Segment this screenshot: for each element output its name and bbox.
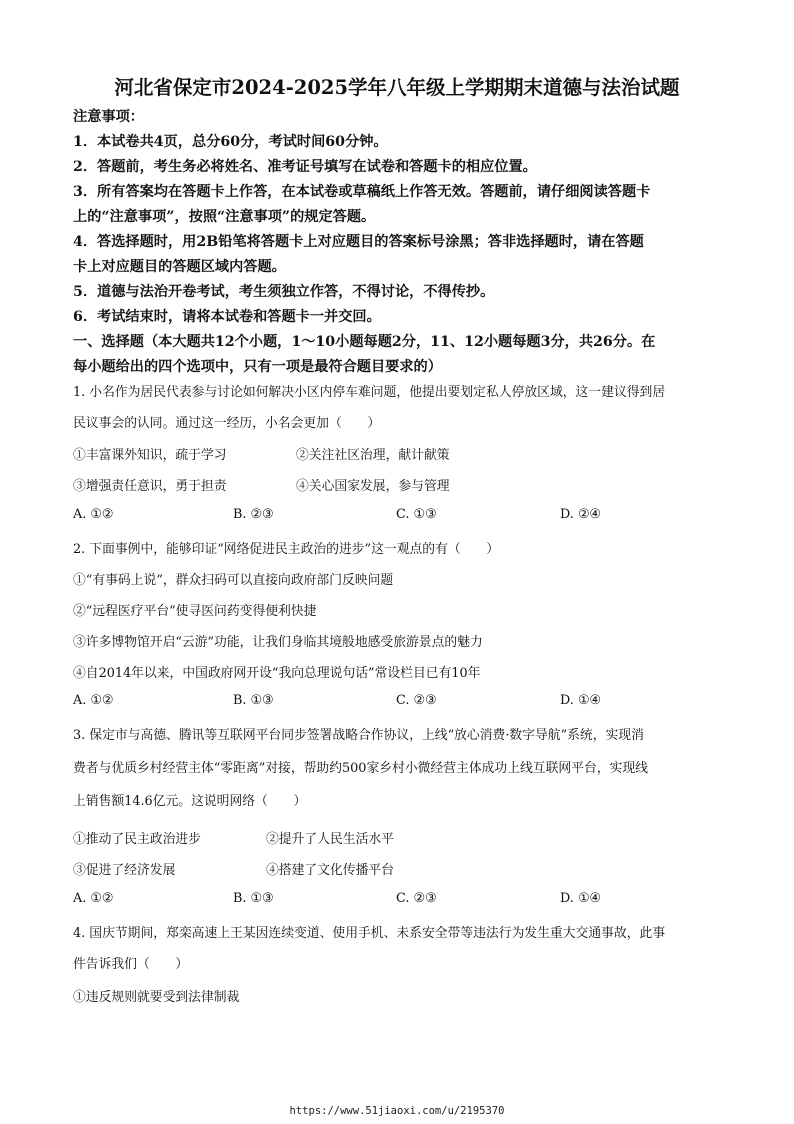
q1-statement-2: ②关注社区治理，献计献策 [296,448,450,463]
q3-option-d: D. ①④ [560,891,601,906]
q3-option-b: B. ①③ [233,891,274,906]
notice-line: 上的“注意事项”，按照“注意事项”的规定答题。 [73,209,376,225]
q3-option-a: A. ①② [73,891,114,906]
notice-line: 4．答选择题时，用2B铅笔将答题卡上对应题目的答案标号涂黑；答非选择题时，请在答题 [73,234,644,250]
question-1-stem: 1. 小名作为居民代表参与讨论如何解决小区内停车难问题，他提出要划定私人停放区域，这一建议得到居 [73,385,666,400]
question-2-stem: 2. 下面事例中，能够印证“网络促进民主政治的进步”这一观点的有（ ） [73,542,500,557]
footer-url[interactable]: https://www.51jiaoxi.com/u/2195370 [289,1105,505,1117]
q2-statement-1: ①“有事码上说”，群众扫码可以直接向政府部门反映问题 [73,573,394,588]
q1-statement-3: ③增强责任意识，勇于担责 [73,479,227,494]
q2-statement-4: ④自2014年以来，中国政府网开设“我向总理说句话”常设栏目已有10年 [73,666,481,681]
notice-line: 1．本试卷共4页，总分60分，考试时间60分钟。 [73,134,388,150]
notice-line: 6．考试结束时，请将本试卷和答题卡一并交回。 [73,309,381,325]
q3-option-c: C. ②③ [396,891,437,906]
section-heading: 一、选择题（本大题共12个小题，1～10小题每题2分，11、12小题每题3分，共26分。在 [73,334,656,350]
section-heading-cont: 每小题给出的四个选项中，只有一项是最符合题目要求的） [73,359,442,375]
q2-statement-2: ②“远程医疗平台”使寻医问药变得便利快捷 [73,604,317,619]
question-3-stem: 3. 保定市与高德、腾讯等互联网平台同步签署战略合作协议，上线“放心消费·数字导航”系统，实现消 [73,728,644,743]
q3-statement-2: ②提升了人民生活水平 [266,832,394,847]
question-4-stem: 4. 国庆节期间，郑栾高速上王某因连续变道、使用手机、未系安全带等违法行为发生重大交通事故，此事 [73,926,666,941]
question-3-stem-cont: 费者与优质乡村经营主体“零距离”对接，帮助约500家乡村小微经营主体成功上线互联网平台，实现线 [73,761,648,776]
q2-statement-3: ③许多博物馆开启“云游”功能，让我们身临其境般地感受旅游景点的魅力 [73,635,483,650]
q2-option-b: B. ①③ [233,693,274,708]
notice-line: 2．答题前，考生务必将姓名、准考证号填写在试卷和答题卡的相应位置。 [73,159,537,175]
question-3-stem-cont: 上销售额14.6亿元。这说明网络（ ） [73,794,307,809]
notice-line: 卡上对应题目的答题区域内答题。 [73,259,286,275]
q2-option-a: A. ①② [73,693,114,708]
q2-option-d: D. ①④ [560,693,601,708]
q4-statement-1: ①违反规则就要受到法律制裁 [73,990,240,1005]
q1-option-d: D. ②④ [560,507,601,522]
notice-line: 3．所有答案均在答题卡上作答，在本试卷或草稿纸上作答无效。答题前，请仔细阅读答题卡 [73,184,651,200]
q1-option-a: A. ①② [73,507,114,522]
q3-statement-3: ③促进了经济发展 [73,863,176,878]
q1-statement-1: ①丰富课外知识，疏于学习 [73,448,227,463]
q3-statement-4: ④搭建了文化传播平台 [266,863,394,878]
notice-line: 5．道德与法治开卷考试，考生须独立作答，不得讨论，不得传抄。 [73,284,495,300]
q2-option-c: C. ②③ [396,693,437,708]
question-4-stem-cont: 件告诉我们（ ） [73,957,189,972]
page-title: 河北省保定市2024-2025学年八年级上学期期末道德与法治试题 [114,76,680,99]
question-1-stem-cont: 民议事会的认同。通过这一经历，小名会更加（ ） [73,416,381,431]
q1-statement-4: ④关心国家发展，参与管理 [296,479,450,494]
q1-option-b: B. ②③ [233,507,274,522]
q3-statement-1: ①推动了民主政治进步 [73,832,201,847]
notice-heading: 注意事项： [73,109,144,125]
q1-option-c: C. ①③ [396,507,437,522]
